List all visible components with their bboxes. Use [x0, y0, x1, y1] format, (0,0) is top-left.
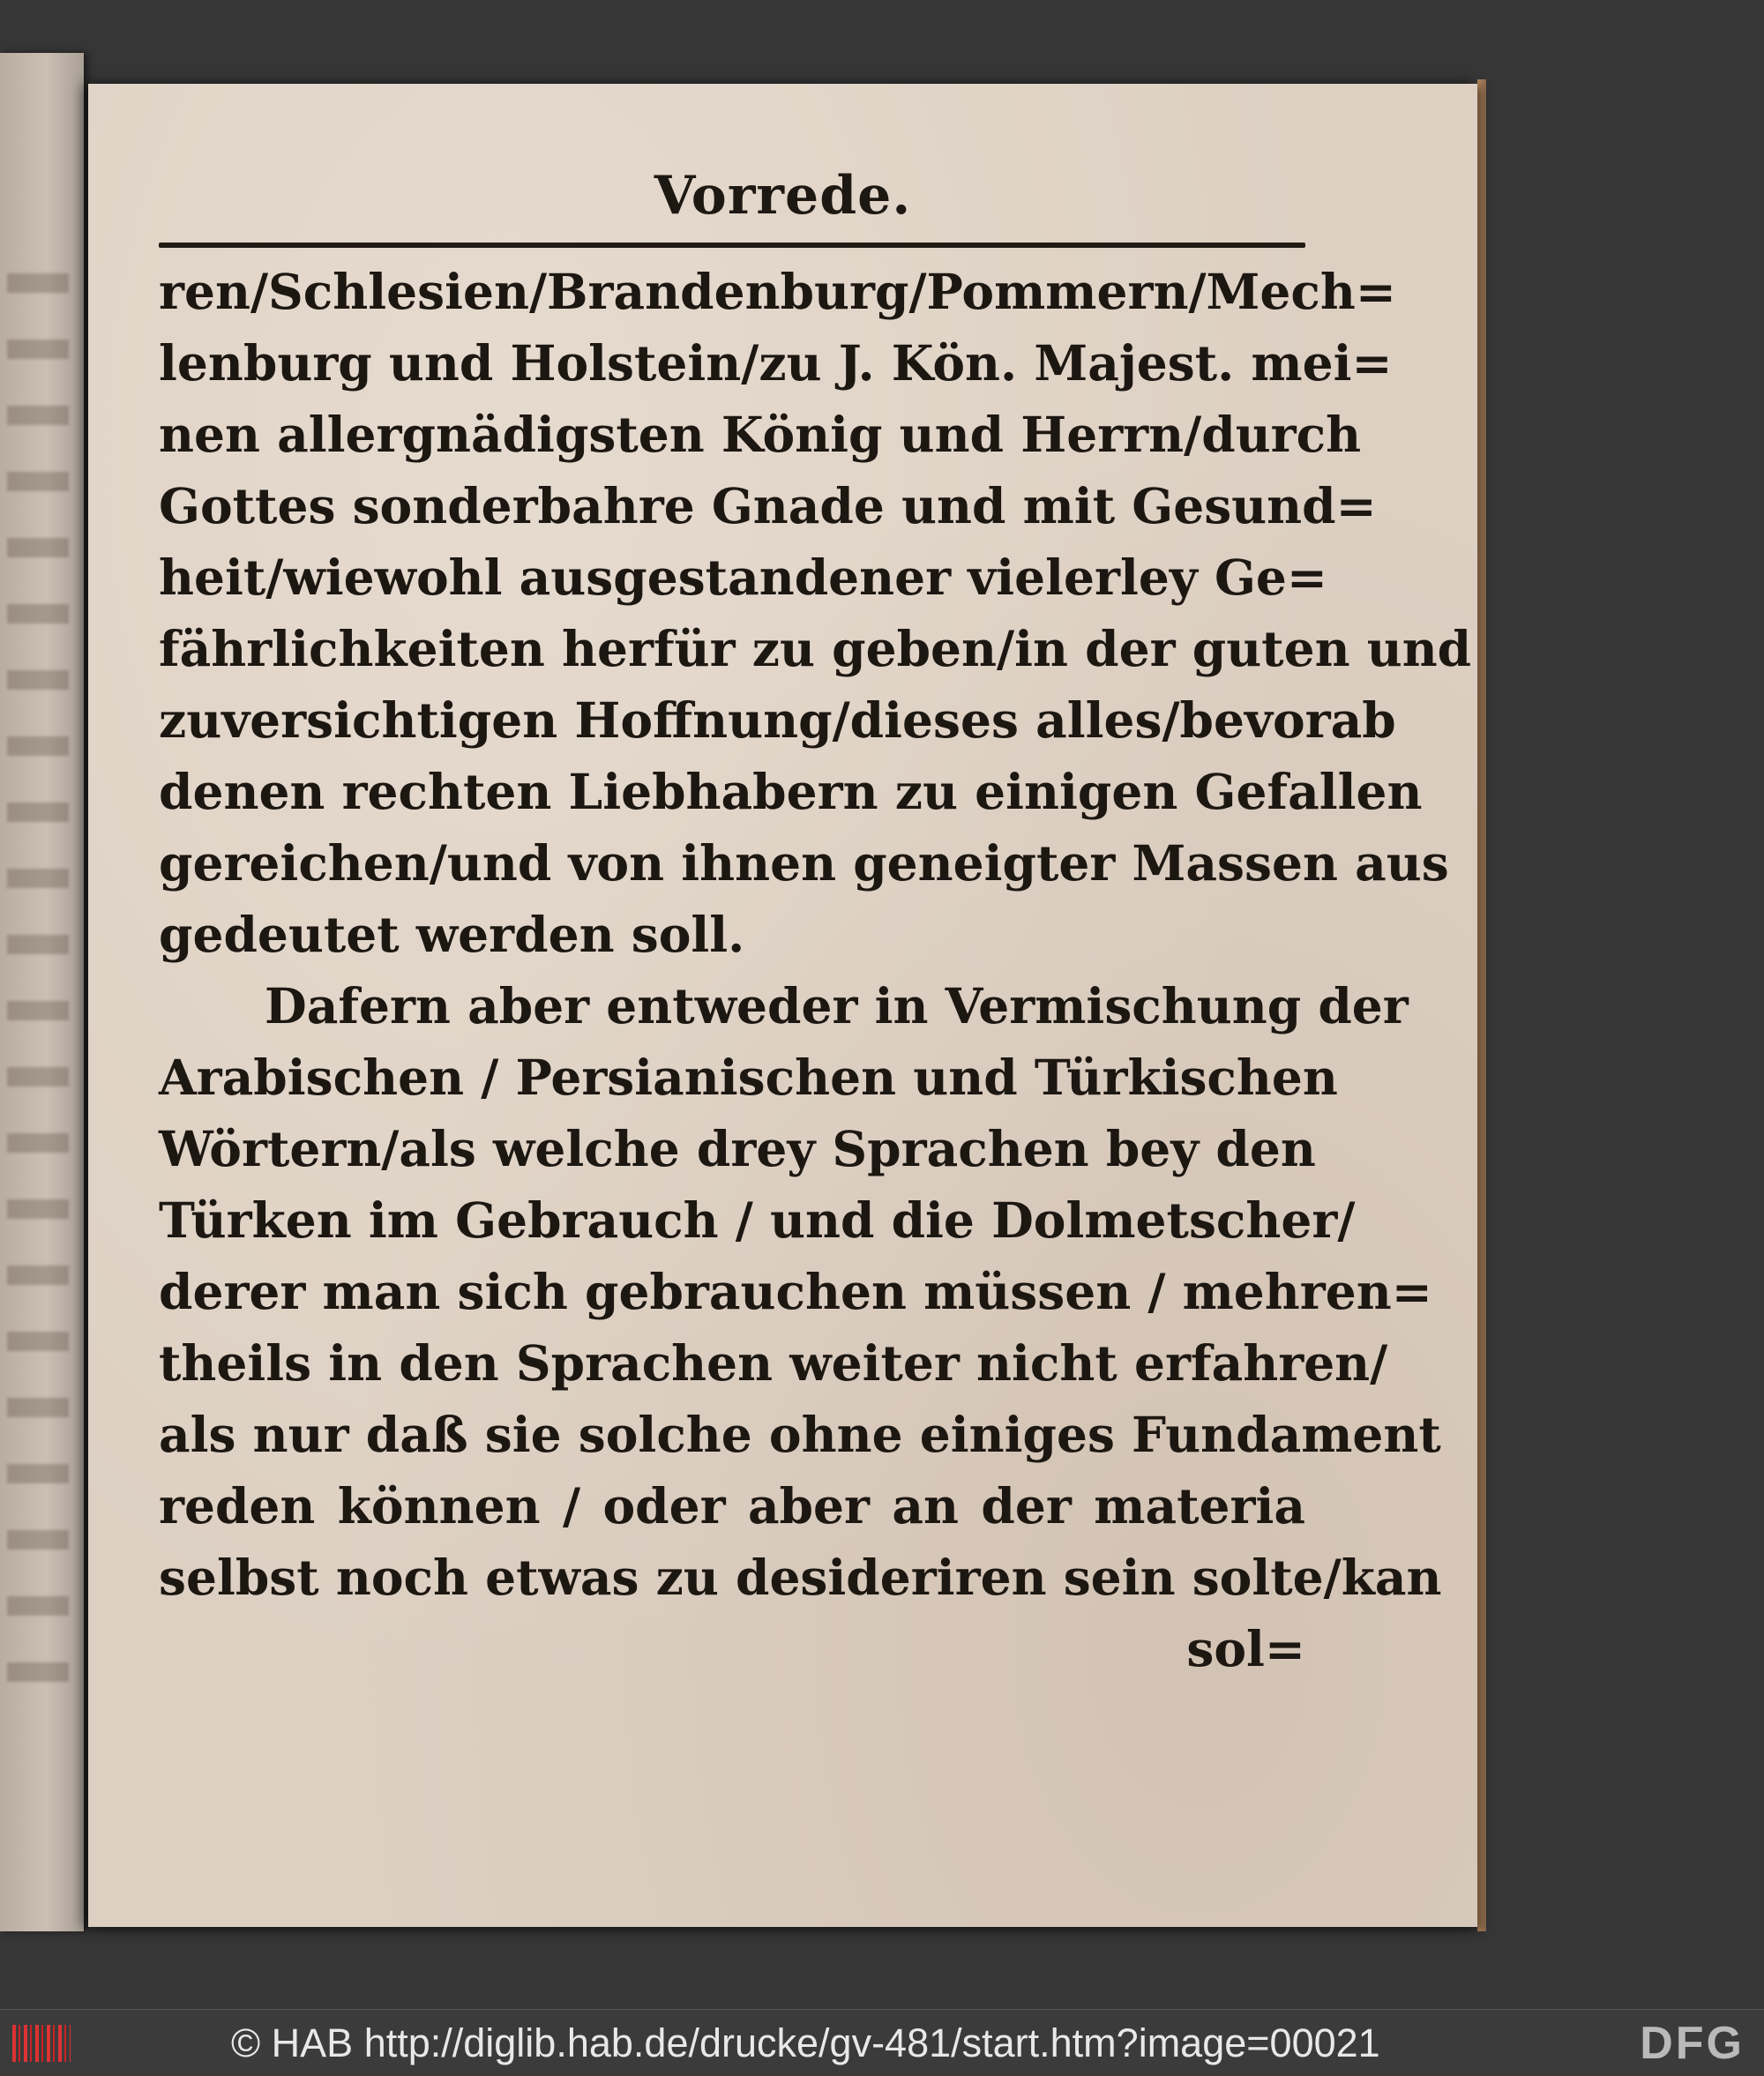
text-line: selbst noch etwas zu desideriren sein solte/kan — [159, 1549, 1442, 1606]
text-line: fährlichkeiten herfür zu geben/in der guten und — [159, 620, 1472, 677]
viewer-footer — [0, 2009, 1764, 2076]
barcode-icon — [12, 2025, 71, 2062]
text-line: gereichen/und von ihnen geneigter Massen aus — [159, 834, 1449, 892]
text-line: denen rechten Liebhabern zu einigen Gefallen — [159, 763, 1423, 820]
previous-page-edge — [0, 53, 84, 1931]
text-line: Türken im Gebrauch / und die Dolmetscher/ — [159, 1191, 1356, 1249]
book-page — [88, 84, 1477, 1927]
text-line: derer man sich gebrauchen müssen / mehren= — [159, 1263, 1432, 1320]
text-line: Wörtern/als welche drey Sprachen bey den — [159, 1120, 1316, 1177]
head-rule — [159, 243, 1305, 248]
text-line: Arabischen / Persianischen und Türkischen — [159, 1049, 1338, 1106]
text-line: theils in den Sprachen weiter nicht erfahren/ — [159, 1334, 1388, 1392]
text-line: lenburg und Holstein/zu J. Kön. Majest. mei= — [159, 334, 1393, 392]
text-line: als nur daß sie solche ohne einiges Fundament — [159, 1406, 1441, 1463]
body-text — [159, 256, 1472, 1684]
copyright-link[interactable]: © HAB http://diglib.hab.de/drucke/gv-481/start.htm?image=00021 — [231, 2020, 1380, 2065]
running-head: Vorrede. — [654, 165, 912, 227]
bleed-through-text — [7, 273, 69, 1684]
text-line: zuversichtigen Hoffnung/dieses alles/bevorab — [159, 691, 1396, 749]
dfg-logo: DFG — [1640, 2018, 1745, 2069]
text-line: Dafern aber entweder in Vermischung der — [265, 977, 1409, 1034]
page-edge — [1477, 79, 1486, 1931]
text-line: nen allergnädigsten König und Herrn/durch — [159, 406, 1362, 463]
text-line: heit/wiewohl ausgestandener vielerley Ge= — [159, 549, 1327, 606]
text-line: reden können / oder aber an der materia — [159, 1477, 1305, 1535]
catchword: sol= — [1186, 1620, 1305, 1677]
text-line: Gottes sonderbahre Gnade und mit Gesund= — [159, 477, 1377, 534]
text-line: ren/Schlesien/Brandenburg/Pommern/Mech= — [159, 263, 1396, 320]
text-line: gedeutet werden soll. — [159, 906, 745, 963]
